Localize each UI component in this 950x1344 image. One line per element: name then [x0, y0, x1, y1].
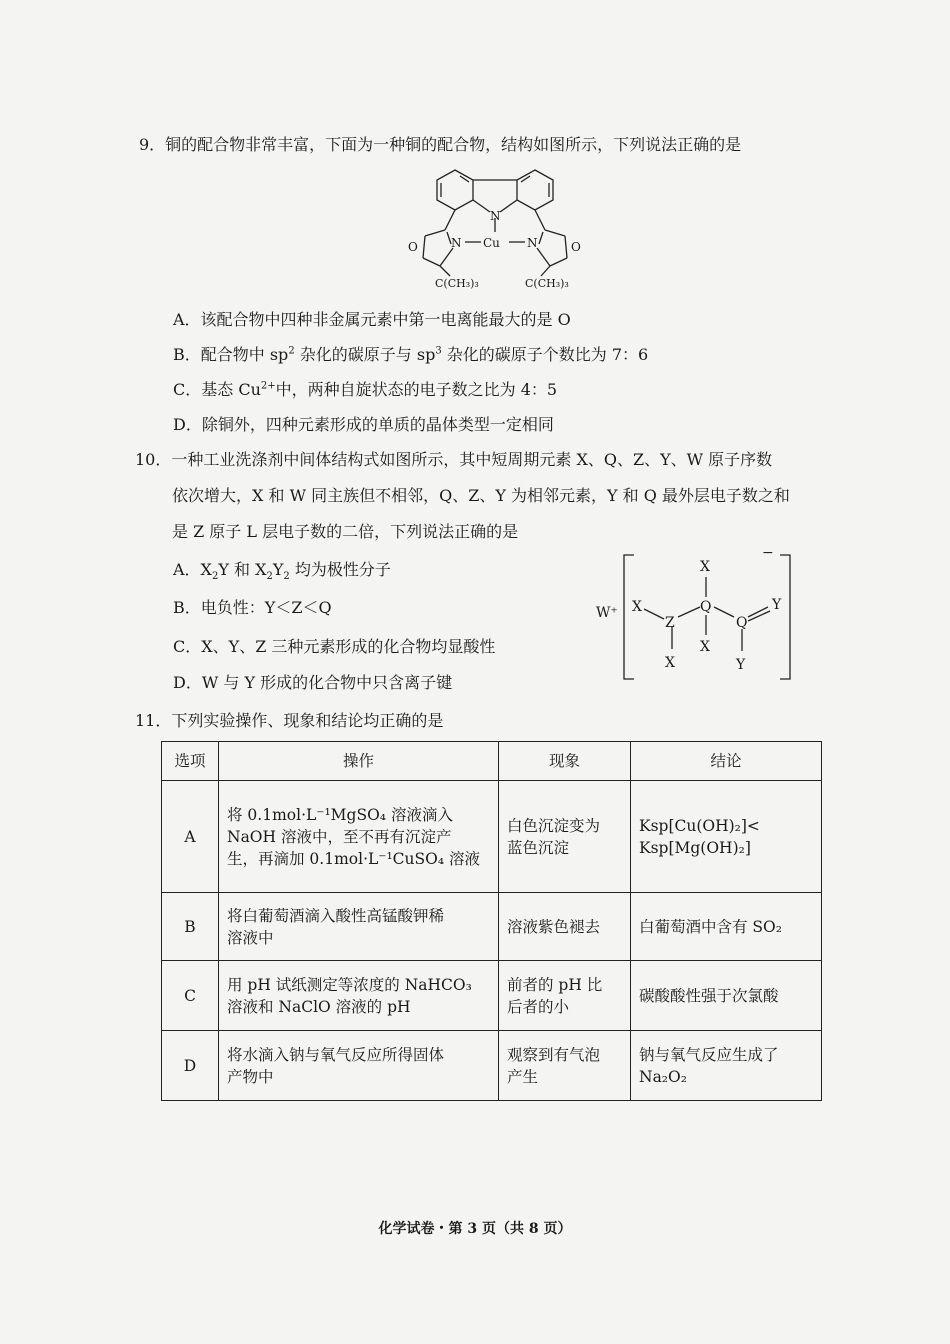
cu-label: Cu: [483, 236, 500, 250]
table-row: [162, 1031, 822, 1101]
row-phenomenon: 前者的 pH 比 后者的小: [499, 961, 631, 1031]
header-conclusion: 结论: [631, 742, 822, 781]
z-label: Z: [665, 615, 675, 631]
row-conclusion: Ksp[Cu(OH)₂]< Ksp[Mg(OH)₂]: [631, 781, 822, 893]
q9-option-b: B．配合物中 $sp^2$ 杂化的碳原子与 $sp^3$ 杂化的碳原子个数比为 7：6: [173, 345, 649, 364]
q10-stem-line2: 依次增大，X 和 W 同主族但不相邻，Q、Z、Y 为相邻元素，Y 和 Q 最外层电子数之和: [172, 486, 790, 505]
row-label: D: [162, 1031, 219, 1101]
row-conclusion: 碳酸酸性强于次氯酸: [631, 961, 822, 1031]
q-right-label: Q: [736, 615, 748, 631]
x-right-label: X: [700, 639, 710, 655]
y-top-label: Y: [772, 597, 782, 613]
table-row: [162, 893, 822, 961]
q9-option-a: A．该配合物中四种非金属元素中第一电离能最大的是 O: [173, 310, 571, 329]
q11-stem: 11．下列实验操作、现象和结论均正确的是: [135, 711, 444, 730]
table-row: [162, 781, 822, 893]
header-operation: 操作: [219, 742, 499, 781]
q9-structure-diagram: [395, 160, 605, 290]
charge-label: −: [762, 545, 774, 561]
header-option: 选项: [162, 742, 219, 781]
right-group-label: C(CH₃)₃: [525, 277, 569, 290]
q10-stem-line3: 是 Z 原子 L 层电子数的二倍，下列说法正确的是: [172, 522, 519, 541]
x-left-label: X: [632, 599, 642, 615]
row-label: B: [162, 893, 219, 961]
row-operation: 用 pH 试纸测定等浓度的 NaHCO₃ 溶液和 NaClO 溶液的 pH: [219, 961, 499, 1031]
row-label: A: [162, 781, 219, 893]
q9-stem: 9．铜的配合物非常丰富，下面为一种铜的配合物，结构如图所示，下列说法正确的是: [139, 135, 742, 154]
y-bottom-label: Y: [736, 657, 746, 673]
left-n-label: N: [451, 236, 462, 250]
x-top-label: X: [700, 559, 710, 575]
row-label: C: [162, 961, 219, 1031]
row-operation: 将 0.1mol·L⁻¹MgSO₄ 溶液滴入 NaOH 溶液中，至不再有沉淀产 生，再滴加 0.1mol·L⁻¹CuSO₄ 溶液: [219, 781, 499, 893]
row-conclusion: 白葡萄酒中含有 SO₂: [631, 893, 822, 961]
q10-option-b: B．电负性：Y＜Z＜Q: [173, 598, 332, 617]
q10-option-c: C．X、Y、Z 三种元素形成的化合物均显酸性: [173, 637, 496, 656]
q10-stem-line1: 10．一种工业洗涤剂中间体结构式如图所示，其中短周期元素 X、Q、Z、Y、W 原子序数: [135, 450, 773, 469]
row-phenomenon: 白色沉淀变为 蓝色沉淀: [499, 781, 631, 893]
right-o-label: O: [571, 240, 581, 254]
table-row: [162, 961, 822, 1031]
right-n-label: N: [527, 236, 538, 250]
row-conclusion: 钠与氧气反应生成了 Na₂O₂: [631, 1031, 822, 1101]
q10-structure-diagram: [592, 545, 807, 685]
experiment-table: [161, 741, 822, 1101]
x-bottom-label: X: [665, 655, 675, 671]
table-header-row: [162, 742, 822, 781]
q10-option-d: D．W 与 Y 形成的化合物中只含离子键: [173, 673, 453, 692]
header-phenomenon: 现象: [499, 742, 631, 781]
q9-option-c: C．基态 $Cu^{2+}$中，两种自旋状态的电子数之比为 4：5: [173, 380, 558, 399]
page-footer: 化学试卷・第 3 页（共 8 页）: [378, 1221, 572, 1237]
q-center-label: Q: [700, 599, 712, 615]
row-operation: 将白葡萄酒滴入酸性高锰酸钾稀 溶液中: [219, 893, 499, 961]
q10-option-a: A．$X_2Y$ 和 $X_2Y_2$ 均为极性分子: [173, 560, 391, 583]
row-phenomenon: 观察到有气泡 产生: [499, 1031, 631, 1101]
q9-option-d: D．除铜外，四种元素形成的单质的晶体类型一定相同: [173, 415, 554, 434]
left-o-label: O: [408, 240, 418, 254]
left-group-label: C(CH₃)₃: [435, 277, 479, 290]
w-label: W⁺: [596, 605, 618, 621]
row-operation: 将水滴入钠与氧气反应所得固体 产物中: [219, 1031, 499, 1101]
row-phenomenon: 溶液紫色褪去: [499, 893, 631, 961]
center-n-label: N: [490, 209, 501, 223]
